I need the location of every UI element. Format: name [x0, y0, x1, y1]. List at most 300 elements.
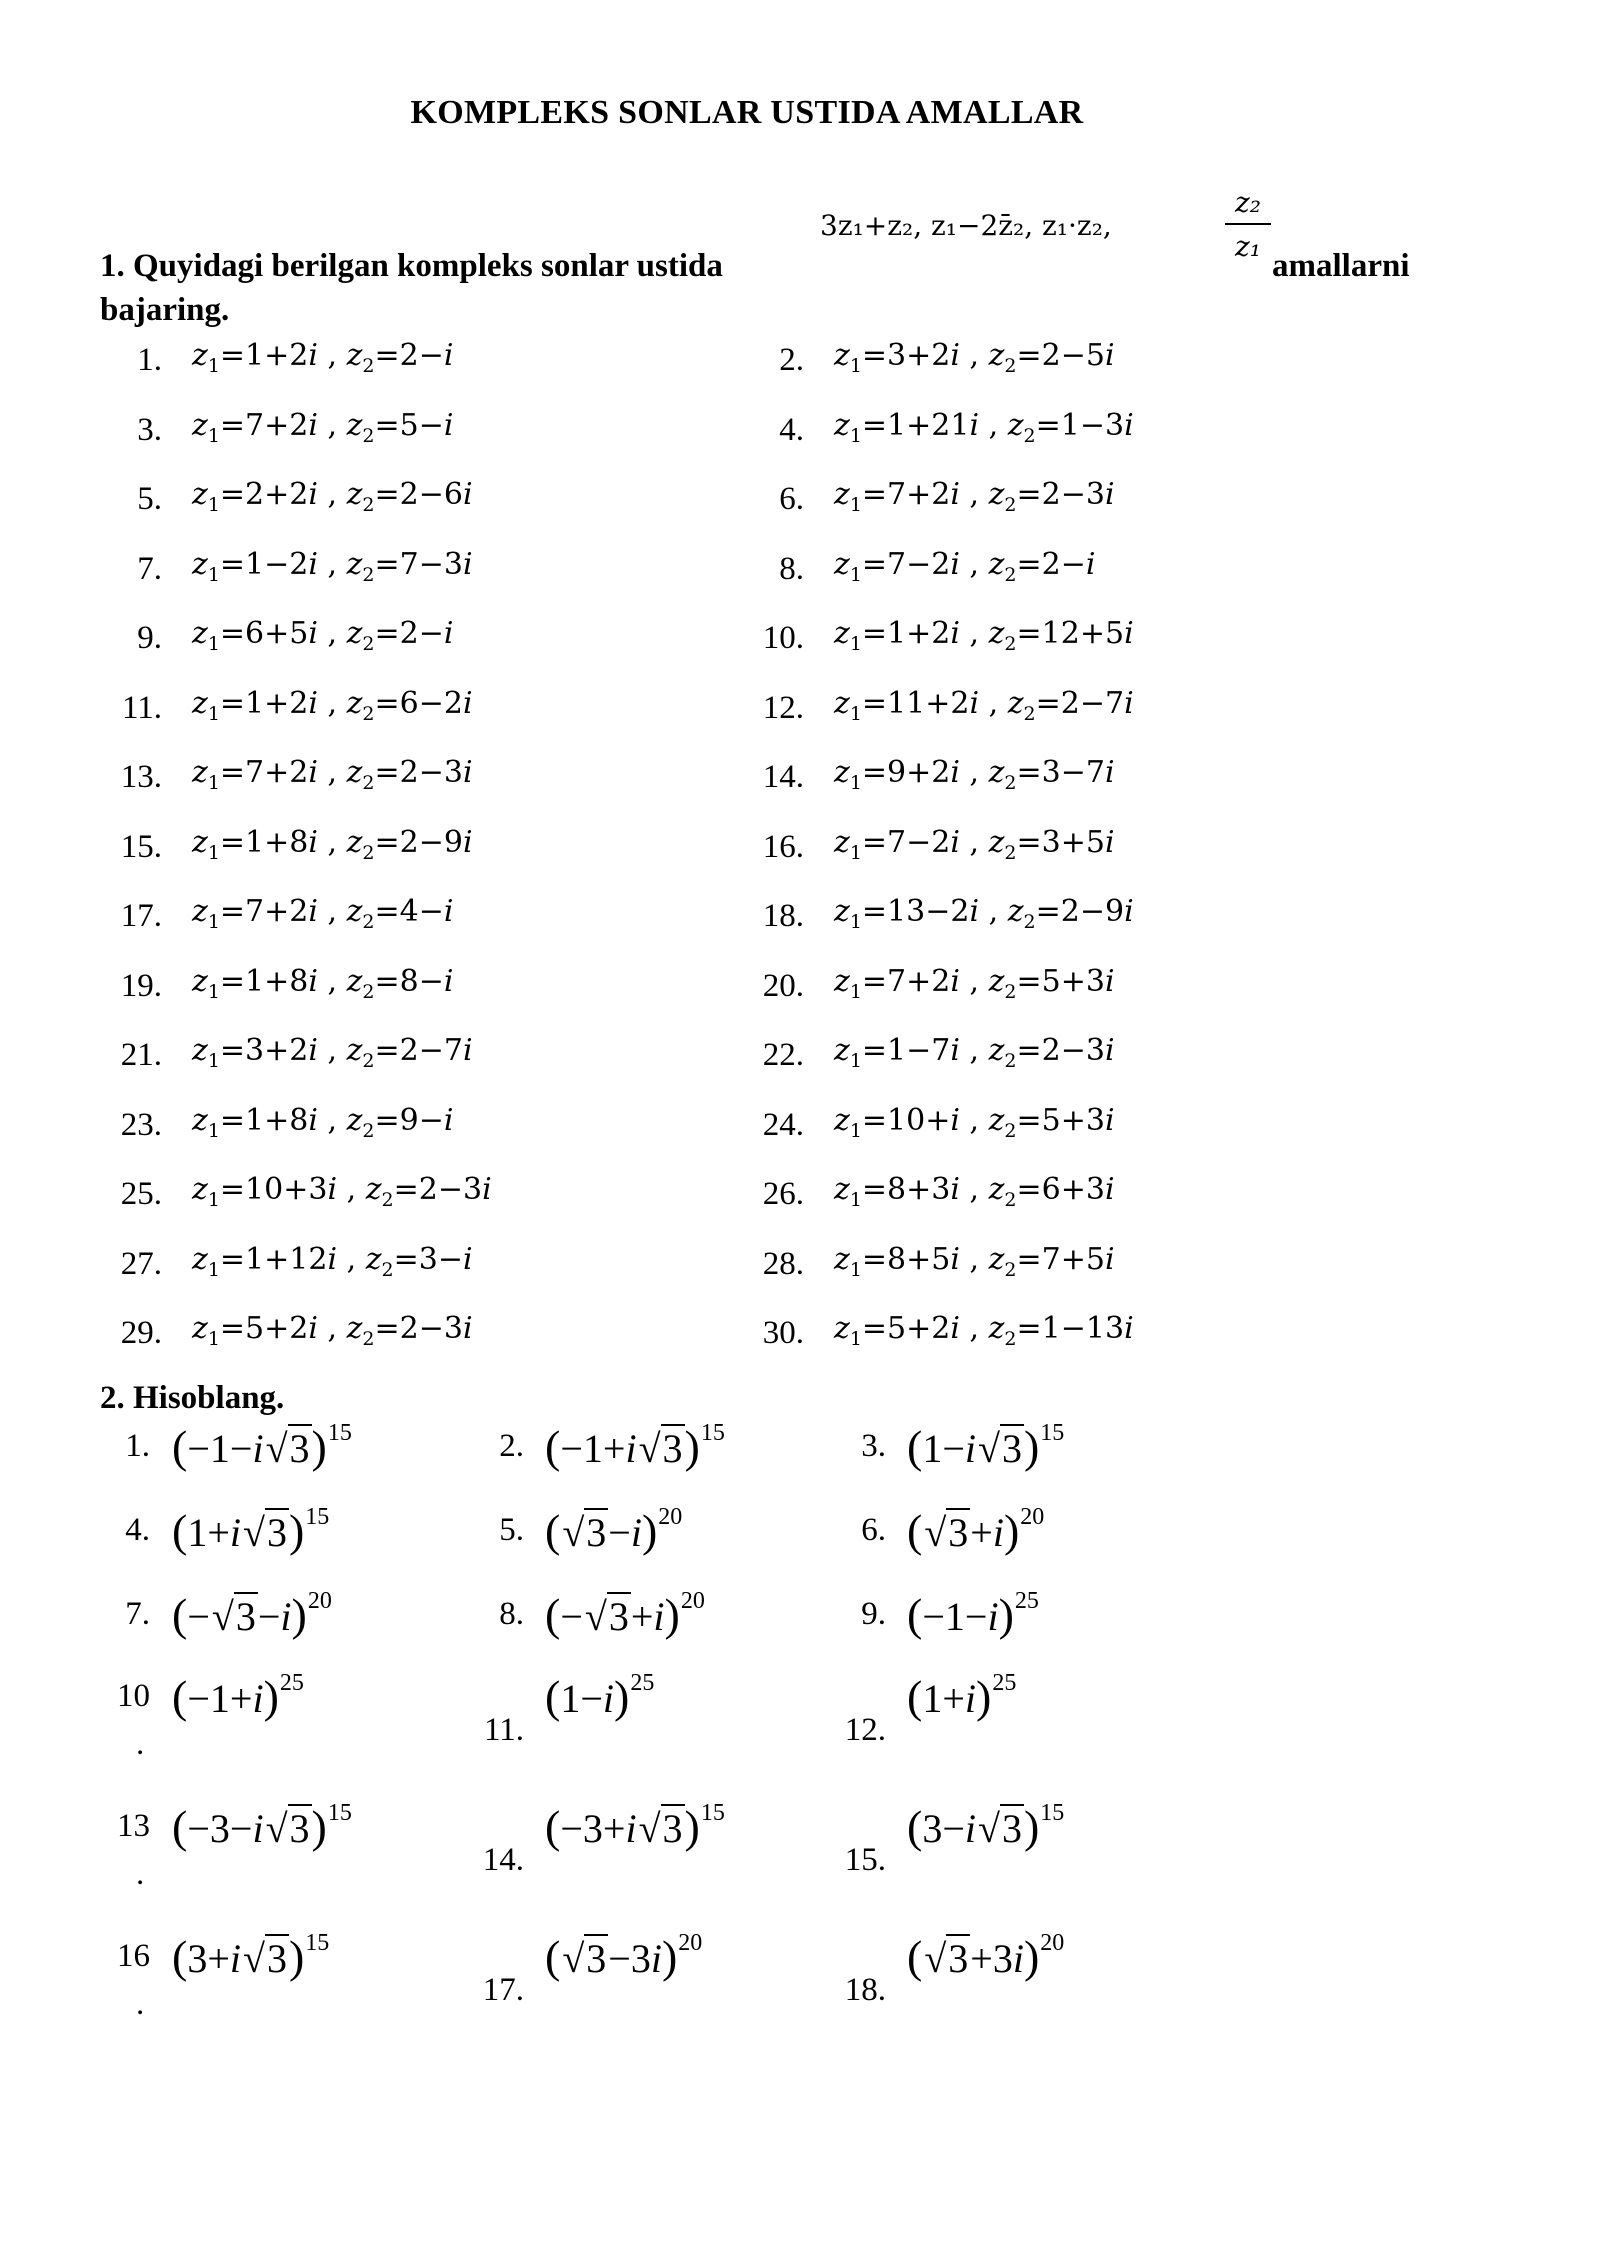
left-paren: (	[907, 1421, 923, 1472]
z1-value: 3+2i	[887, 338, 960, 373]
z1-variable: z	[192, 407, 208, 443]
subscript: 1	[849, 1189, 862, 1211]
left-paren: (	[172, 1589, 188, 1640]
power-expression	[907, 1588, 1039, 1641]
subscript: 1	[849, 563, 862, 586]
problem-expression: $z_1=7-2i$ , $z_2=2-i$	[834, 546, 1096, 586]
z1-value: 7+2i	[245, 407, 318, 443]
subscript: 2	[1004, 633, 1017, 655]
square-root	[922, 1935, 970, 1982]
imaginary-unit: i	[964, 1676, 977, 1721]
problem-expression: $z_1=7+2i$ , $z_2=2-3i$	[192, 755, 473, 794]
imaginary-unit: i	[308, 1033, 318, 1068]
expression-base: 1−i	[560, 1676, 615, 1721]
subscript: 2	[362, 980, 375, 1003]
subscript: 2	[362, 424, 375, 447]
z2-value: 2−6i	[399, 477, 473, 512]
z1-variable: z	[192, 894, 208, 929]
z1-variable: z	[834, 1172, 850, 1207]
subscript: 2	[362, 1328, 375, 1350]
fraction-numerator: z₂	[1235, 186, 1261, 219]
section1-heading-tail: amallarni	[1272, 248, 1410, 284]
imaginary-unit: i	[443, 1102, 454, 1138]
radicand: 3	[662, 1426, 683, 1471]
imaginary-unit: i	[308, 685, 318, 721]
subscript: 2	[1004, 772, 1017, 794]
z2-value: 6+3i	[1041, 1172, 1115, 1207]
z2-variable: z	[988, 755, 1005, 790]
z2-value: 2−5i	[1041, 338, 1115, 373]
imaginary-unit: i	[625, 1806, 637, 1851]
subscript: 1	[207, 355, 220, 377]
imaginary-unit: i	[992, 1510, 1004, 1555]
left-paren: (	[545, 1421, 561, 1472]
problem-expression: $z_1=8+5i$ , $z_2=7+5i$	[834, 1241, 1115, 1281]
imaginary-unit: i	[229, 1510, 242, 1555]
exponent: 20	[678, 1930, 703, 1956]
z2-value: 9−i	[399, 1102, 454, 1138]
imaginary-unit: i	[1104, 824, 1115, 860]
right-paren: )	[311, 1421, 327, 1472]
subscript: 1	[849, 1050, 862, 1072]
left-paren: (	[172, 1671, 188, 1722]
z2-variable: z	[988, 546, 1005, 582]
right-paren: )	[263, 1671, 279, 1722]
radical-sign: √	[562, 1510, 585, 1555]
right-paren: )	[976, 1671, 992, 1722]
imaginary-unit: i	[950, 1102, 960, 1138]
imaginary-unit: i	[625, 1426, 637, 1471]
z1-value: 1+12i	[245, 1241, 338, 1277]
left-paren: (	[172, 1505, 188, 1556]
z2-variable: z	[346, 824, 363, 860]
subscript: 2	[1004, 1050, 1017, 1072]
problem-number: 19.	[120, 967, 162, 1004]
z1-variable: z	[192, 616, 208, 651]
imaginary-unit: i	[462, 685, 473, 721]
right-paren: )	[288, 1505, 305, 1556]
z2-variable: z	[988, 1172, 1005, 1207]
z2-variable: z	[346, 407, 363, 443]
square-root	[241, 1509, 289, 1556]
left-paren: (	[545, 1671, 561, 1722]
subscript: 2	[1004, 1119, 1017, 1142]
problem-number: 10.	[762, 620, 804, 656]
subscript: 1	[849, 494, 862, 516]
radical-sign: √	[265, 1426, 288, 1471]
radical-sign: √	[562, 1936, 585, 1981]
exponent: 20	[658, 1504, 683, 1530]
imaginary-unit: i	[950, 963, 960, 999]
radical-sign: √	[243, 1510, 265, 1555]
z1-value: 7−2i	[887, 546, 960, 582]
problem-expression: $z_1=5+2i$ , $z_2=2-3i$	[192, 1311, 473, 1350]
z2-variable: z	[346, 616, 363, 651]
problem-number-dot: .	[136, 1986, 145, 2022]
radicand: 3	[586, 1510, 607, 1555]
z1-variable: z	[192, 338, 208, 373]
imaginary-unit: i	[462, 1241, 473, 1277]
z2-value: 2−3i	[418, 1172, 492, 1207]
problem-expression: $z_1=5+2i$ , $z_2=1-13i$	[834, 1311, 1134, 1350]
imaginary-unit: i	[308, 477, 318, 512]
problem-number: 4.	[125, 1512, 150, 1548]
z2-variable: z	[365, 1172, 382, 1207]
problem-number: 1.	[137, 342, 162, 378]
z1-value: 11+2i	[887, 685, 980, 721]
imaginary-unit: i	[950, 1241, 960, 1277]
problem-number: 25.	[120, 1176, 162, 1212]
exponent: 15	[327, 1800, 352, 1826]
problem-expression: $z_1=3+2i$ , $z_2=2-7i$	[192, 1033, 473, 1072]
z2-variable: z	[346, 1311, 363, 1346]
section1-heading-continued: bajaring.	[100, 292, 230, 328]
z1-variable: z	[834, 477, 850, 512]
subscript: 1	[849, 355, 862, 377]
z1-value: 2+2i	[245, 477, 318, 512]
subscript: 1	[207, 772, 220, 794]
problem-number: 12.	[844, 1712, 886, 1748]
problem-expression: $z_1=6+5i$ , $z_2=2-i$	[192, 616, 454, 655]
problem-number: 9.	[137, 620, 162, 656]
exponent: 20	[1040, 1930, 1065, 1956]
problem-expression: $z_1=1+2i$ , $z_2=6-2i$	[192, 685, 473, 725]
square-root	[583, 1593, 631, 1640]
subscript: 2	[362, 1119, 375, 1142]
imaginary-unit: i	[308, 546, 318, 582]
problem-expression: $z_1=7+2i$ , $z_2=4-i$	[192, 894, 454, 933]
imaginary-unit: i	[964, 1426, 977, 1471]
expression-base: −1−i√3	[187, 1426, 310, 1471]
z1-variable: z	[834, 338, 850, 373]
imaginary-unit: i	[462, 1033, 473, 1068]
problem-number: 5.	[499, 1512, 524, 1548]
problem-expression: $z_1=1+8i$ , $z_2=8-i$	[192, 963, 454, 1003]
problem-expression: $z_1=7+2i$ , $z_2=5-i$	[192, 407, 454, 447]
z1-variable: z	[192, 1033, 208, 1068]
left-paren: (	[907, 1505, 923, 1556]
z1-variable: z	[192, 1172, 208, 1207]
problem-number: 13	[117, 1808, 150, 1844]
operations-list: 3z₁+z₂, z₁−2z̄₂, z₁·z₂,	[820, 209, 1112, 242]
expression-base: −1+i√3	[560, 1426, 683, 1471]
z1-variable: z	[192, 1311, 208, 1346]
imaginary-unit: i	[950, 1311, 960, 1346]
z2-value: 2−9i	[1060, 894, 1134, 929]
subscript: 2	[362, 772, 375, 794]
exponent: 15	[327, 1420, 352, 1446]
problem-number: 3.	[861, 1428, 886, 1464]
power-expression	[172, 1670, 304, 1723]
subscript: 2	[362, 911, 375, 933]
power-expression	[545, 1588, 705, 1641]
radicand: 3	[586, 1936, 607, 1981]
imaginary-unit: i	[1104, 477, 1115, 512]
problem-number: 11.	[121, 689, 162, 726]
imaginary-unit: i	[950, 477, 960, 512]
subscript: 1	[849, 841, 862, 864]
problem-number: 24.	[762, 1106, 804, 1143]
expression-base: 3+i√3	[187, 1936, 287, 1981]
subscript: 2	[362, 563, 375, 586]
z1-value: 7+2i	[887, 963, 960, 999]
problem-number: 27.	[120, 1245, 162, 1282]
subscript: 2	[1023, 702, 1036, 725]
right-paren: )	[291, 1589, 307, 1640]
problem-expression: $z_1=1+21i$ , $z_2=1-3i$	[834, 407, 1134, 447]
square-root	[976, 1425, 1024, 1472]
right-paren: )	[311, 1801, 327, 1852]
imaginary-unit: i	[969, 407, 980, 443]
problem-expression: $z_1=11+2i$ , $z_2=2-7i$	[834, 685, 1134, 725]
z1-value: 10+3i	[245, 1172, 338, 1207]
z1-variable: z	[834, 963, 850, 999]
problem-expression: $z_1=2+2i$ , $z_2=2-6i$	[192, 477, 473, 516]
z1-value: 3+2i	[245, 1033, 318, 1068]
radical-sign: √	[978, 1426, 1000, 1471]
left-paren: (	[545, 1931, 561, 1982]
subscript: 2	[362, 702, 375, 725]
subscript: 1	[849, 1328, 862, 1350]
problem-expression: $z_1=1-2i$ , $z_2=7-3i$	[192, 546, 473, 586]
imaginary-unit: i	[630, 1510, 642, 1555]
z1-value: 1−7i	[887, 1033, 960, 1068]
z2-value: 6−2i	[399, 685, 473, 721]
problem-number: 8.	[499, 1596, 524, 1632]
power-expression	[907, 1930, 1064, 1983]
z1-variable: z	[834, 824, 850, 860]
imaginary-unit: i	[252, 1806, 264, 1851]
imaginary-unit: i	[308, 1102, 318, 1138]
problem-expression: $z_1=7-2i$ , $z_2=3+5i$	[834, 824, 1115, 864]
problem-number: 15.	[120, 828, 162, 865]
radical-sign: √	[265, 1806, 288, 1851]
power-expression	[545, 1800, 725, 1853]
expression-base: −1+i	[187, 1676, 264, 1721]
problem-number: 13.	[120, 759, 162, 795]
z2-variable: z	[346, 1102, 363, 1138]
imaginary-unit: i	[1124, 894, 1134, 929]
right-paren: )	[614, 1671, 630, 1722]
exponent: 25	[992, 1670, 1017, 1696]
problem-number: 17.	[482, 1972, 524, 2008]
expression-base: √3+i	[924, 1510, 1004, 1555]
z2-variable: z	[346, 755, 363, 790]
z2-value: 12+5i	[1041, 616, 1134, 651]
left-paren: (	[545, 1801, 561, 1852]
imaginary-unit: i	[950, 755, 960, 790]
subscript: 1	[207, 563, 220, 586]
square-root	[241, 1935, 289, 1982]
problem-number: 1.	[125, 1428, 150, 1464]
square-root	[976, 1805, 1024, 1852]
z2-value: 2−3i	[399, 755, 473, 790]
radicand: 3	[289, 1806, 310, 1851]
problem-number: 2.	[499, 1428, 524, 1464]
power-expression	[545, 1420, 725, 1473]
subscript: 2	[381, 1258, 394, 1281]
right-paren: )	[1023, 1421, 1040, 1472]
square-root	[637, 1805, 685, 1852]
z1-value: 9+2i	[887, 755, 960, 790]
z1-value: 6+5i	[245, 616, 318, 651]
problem-number: 15.	[844, 1842, 886, 1878]
z2-variable: z	[988, 963, 1005, 999]
square-root	[560, 1509, 608, 1556]
z1-variable: z	[834, 755, 850, 790]
power-expression	[172, 1930, 329, 1983]
z2-value: 2−i	[399, 338, 454, 373]
z2-variable: z	[988, 1102, 1005, 1138]
left-paren: (	[907, 1589, 923, 1640]
radicand: 3	[1001, 1426, 1022, 1471]
imaginary-unit: i	[308, 963, 318, 999]
subscript: 1	[849, 1119, 862, 1142]
z1-value: 8+5i	[887, 1241, 960, 1277]
radicand: 3	[266, 1936, 287, 1981]
radical-sign: √	[924, 1510, 947, 1555]
imaginary-unit: i	[308, 338, 318, 373]
z2-value: 8−i	[399, 963, 454, 999]
problem-number: 16	[117, 1938, 150, 1974]
imaginary-unit: i	[462, 546, 473, 582]
right-paren: )	[661, 1931, 678, 1982]
imaginary-unit: i	[252, 1426, 264, 1471]
power-expression	[545, 1930, 702, 1983]
exponent: 25	[1014, 1588, 1039, 1614]
exponent: 20	[1020, 1504, 1045, 1530]
right-paren: )	[684, 1801, 700, 1852]
problem-number: 18.	[844, 1972, 886, 2008]
imaginary-unit: i	[950, 338, 960, 373]
power-expression	[172, 1800, 352, 1853]
imaginary-unit: i	[308, 407, 318, 443]
z1-variable: z	[834, 1311, 850, 1346]
z2-variable: z	[365, 1241, 382, 1277]
left-paren: (	[172, 1931, 188, 1982]
expression-base: −1−i	[922, 1594, 999, 1639]
z2-value: 7−3i	[399, 546, 473, 582]
z1-value: 1+8i	[245, 824, 318, 860]
exponent: 15	[1040, 1420, 1065, 1446]
z1-value: 1−2i	[245, 546, 318, 582]
z1-value: 10+i	[887, 1102, 960, 1138]
imaginary-unit: i	[1104, 1172, 1115, 1207]
imaginary-unit: i	[443, 407, 454, 443]
exponent: 25	[630, 1670, 655, 1696]
subscript: 1	[849, 702, 862, 725]
z2-value: 2−9i	[399, 824, 473, 860]
expression-base: −√3−i	[187, 1594, 292, 1639]
power-expression	[907, 1420, 1064, 1473]
imaginary-unit: i	[308, 1311, 318, 1346]
square-root	[637, 1425, 685, 1472]
radical-sign: √	[211, 1594, 234, 1639]
z2-variable: z	[1007, 685, 1024, 721]
z2-variable: z	[988, 1033, 1005, 1068]
problem-number: 2.	[779, 342, 804, 378]
problem-number: 5.	[137, 481, 162, 517]
problem-number: 8.	[779, 550, 804, 587]
subscript: 1	[849, 772, 862, 794]
expression-base: 3−i√3	[922, 1806, 1022, 1851]
problem-number: 10	[117, 1678, 150, 1714]
problem-number: 22.	[762, 1037, 804, 1073]
power-expression	[907, 1670, 1016, 1723]
subscript: 2	[362, 633, 375, 655]
problem-expression: $z_1=1-7i$ , $z_2=2-3i$	[834, 1033, 1115, 1072]
imaginary-unit: i	[1085, 546, 1096, 582]
z1-value: 1+2i	[887, 616, 960, 651]
expression-base: 1+i√3	[187, 1510, 287, 1555]
imaginary-unit: i	[229, 1936, 242, 1981]
problem-number: 18.	[762, 898, 804, 934]
problem-number: 12.	[762, 689, 804, 726]
right-paren: )	[1023, 1931, 1040, 1982]
z2-value: 3−7i	[1041, 755, 1115, 790]
subscript: 1	[207, 1189, 220, 1211]
problem-number: 3.	[137, 411, 162, 448]
problem-number: 7.	[137, 550, 162, 587]
z2-value: 4−i	[399, 894, 454, 929]
imaginary-unit: i	[327, 1172, 338, 1207]
z2-variable: z	[1007, 894, 1024, 929]
radical-sign: √	[924, 1936, 947, 1981]
problem-expression: $z_1=1+8i$ , $z_2=2-9i$	[192, 824, 473, 864]
problem-expression: $z_1=7+2i$ , $z_2=2-3i$	[834, 477, 1115, 516]
imaginary-unit: i	[1104, 1033, 1115, 1068]
expression-base: √3−i	[562, 1510, 642, 1555]
expression-base: 1+i	[922, 1676, 977, 1721]
left-paren: (	[907, 1931, 923, 1982]
z1-variable: z	[192, 477, 208, 512]
z2-value: 1−3i	[1060, 407, 1134, 443]
right-paren: )	[641, 1505, 658, 1556]
radicand: 3	[948, 1510, 969, 1555]
subscript: 2	[1004, 1328, 1017, 1350]
exponent: 15	[305, 1930, 330, 1956]
z2-value: 2−3i	[1041, 477, 1115, 512]
radical-sign: √	[584, 1594, 607, 1639]
square-root	[560, 1935, 608, 1982]
subscript: 1	[849, 911, 862, 933]
z2-variable: z	[988, 1311, 1005, 1346]
imaginary-unit: i	[1104, 1102, 1115, 1138]
expression-base: −√3+i	[560, 1594, 665, 1639]
imaginary-unit: i	[308, 616, 318, 651]
subscript: 1	[849, 424, 862, 447]
z2-variable: z	[988, 1241, 1005, 1277]
problem-expression: $z_1=7+2i$ , $z_2=5+3i$	[834, 963, 1115, 1003]
z2-value: 3+5i	[1041, 824, 1115, 860]
z1-value: 5+2i	[887, 1311, 960, 1346]
z2-variable: z	[346, 963, 363, 999]
imaginary-unit: i	[653, 1594, 665, 1639]
power-expression	[172, 1588, 332, 1641]
square-root	[210, 1593, 258, 1640]
radical-sign: √	[978, 1806, 1000, 1851]
square-root	[264, 1425, 312, 1472]
imaginary-unit: i	[950, 1033, 960, 1068]
imaginary-unit: i	[462, 824, 473, 860]
z1-variable: z	[192, 963, 208, 999]
exponent: 15	[700, 1420, 725, 1446]
radical-sign: √	[243, 1936, 265, 1981]
expression-base: √3−3i	[562, 1936, 662, 1981]
z2-value: 7+5i	[1041, 1241, 1115, 1277]
problem-number-dot: .	[136, 1726, 145, 1762]
subscript: 2	[1004, 355, 1017, 377]
